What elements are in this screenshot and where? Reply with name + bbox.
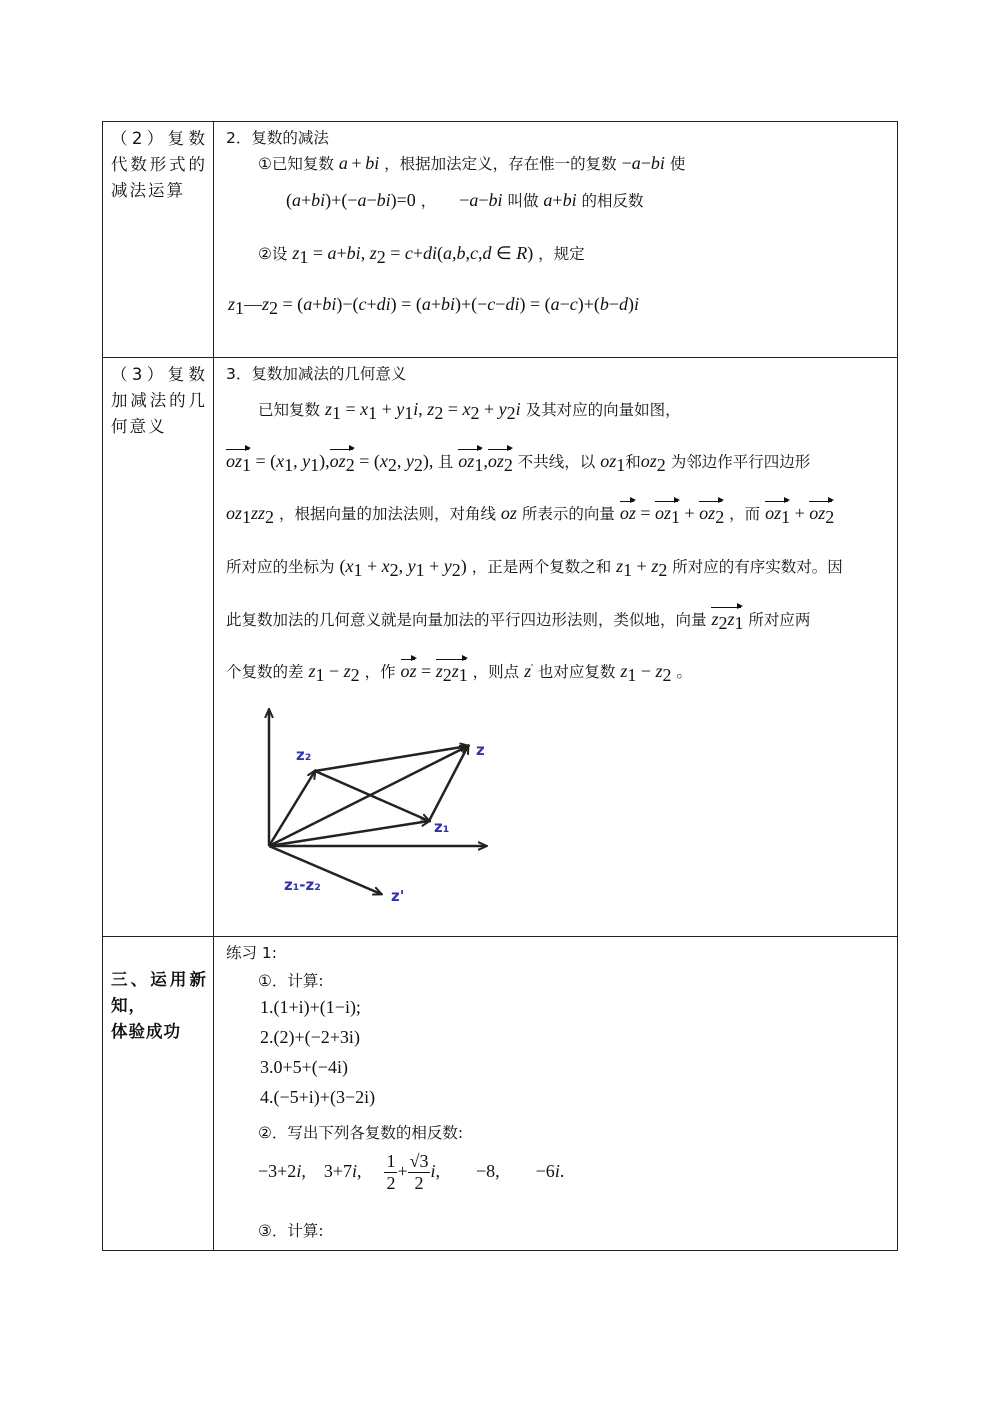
side-z1-z (429, 746, 468, 821)
section-title: 3．复数加减法的几何意义 (226, 365, 407, 383)
practice-content (214, 937, 898, 1251)
practice-title: 练习 1: (226, 944, 278, 962)
practice-part-1: ①．计算: (258, 972, 324, 990)
row-label-subtraction (103, 122, 214, 358)
label-z-prime: z' (391, 887, 405, 905)
row-label-geometry (103, 358, 214, 937)
row-label-text: （3）复数加减法的几何意义 (111, 365, 207, 436)
subtraction-formula: $z_1—z_2 = (a+bi)-(c+di) = (a+bi)+(-c-di) = (a-c)+(b-d)i$ (228, 294, 640, 319)
geometry-content (214, 358, 898, 937)
subtraction-line-1: ①已知复数 a + bi ，根据加法定义，存在惟一的复数 −a−bi 使 (258, 153, 686, 173)
subtraction-line-2: (a+bi)+(−a−bi)=0 ， −a−bi 叫做 a+bi 的相反数 (286, 190, 644, 210)
calc-item-2: 2.(2)+(−2+3i) (260, 1027, 360, 1047)
calc-item-1: 1.(1+i)+(1−i); (260, 997, 361, 1017)
lesson-table (102, 121, 898, 1251)
geometry-line-4: 所对应的坐标为 ($x_1 + x_2$, $y_1 + y_2$) ，正是两个复数之和 $z_1 + z_2$ 所对应的有序实数对。因 (226, 556, 843, 581)
calc-item-3: 3.0+5+(−4i) (260, 1057, 348, 1077)
row-label-text: （2）复数代数形式的减法运算 (111, 129, 207, 200)
row-label-text: 三、运用新知， 体验成功 (111, 970, 207, 1041)
row-label-practice (103, 937, 214, 1251)
geometry-line-3: $oz_1zz_2$ ，根据向量的加法法则，对角线 oz 所表示的向量 oz = $oz_1 + oz_2$ ，而 $oz_1 + oz_2$ (226, 503, 835, 528)
parallelogram-diagram (254, 708, 534, 928)
label-z1-minus-z2: z₁-z₂ (284, 876, 321, 894)
label-z: z (476, 741, 485, 759)
geometry-line-5: 此复数加法的几何意义就是向量加法的平行四边形法则，类似地，向量 $z_2z_1$ 所对应两 (226, 609, 811, 634)
geometry-line-1: 已知复数 $z_1 = x_1 + y_1i$, $z_2 = x_2 + y_2i$ 及其对应的向量如图， (258, 399, 681, 424)
opposite-numbers-list: −3+2i, 3+7i, $\frac{1}{2}$ + $\frac{√3}{2}$ i, −8, −6i. (258, 1151, 565, 1193)
label-z1: z₁ (434, 818, 450, 836)
subtraction-content (214, 122, 898, 358)
practice-part-3: ③．计算: (258, 1222, 324, 1240)
calc-item-4: 4.(−5+i)+(3−2i) (260, 1087, 376, 1107)
subtraction-line-3: ②设 $z_1 = a+bi$, $z_2 = c+di(a,b,c,d$ ∈ R) ，规定 (258, 243, 585, 268)
geometry-line-6: 个复数的差 $z_1 - z_2$ ，作 oz = $z_2z_1$ ，则点 z' 也对应复数 $z_1 - z_2$ 。 (226, 661, 692, 686)
geometry-line-2: $oz_1 = (x_1$, $y_1),oz_2 = (x_2$, $y_2$), 且 $oz_1,oz_2$ 不共线，以 $oz_1$和$oz_2$ 为邻边作平行四边形 (226, 451, 811, 476)
practice-part-2: ②．写出下列各复数的相反数: (258, 1124, 464, 1142)
label-z2: z₂ (296, 746, 312, 764)
section-title: 2．复数的减法 (226, 129, 329, 147)
